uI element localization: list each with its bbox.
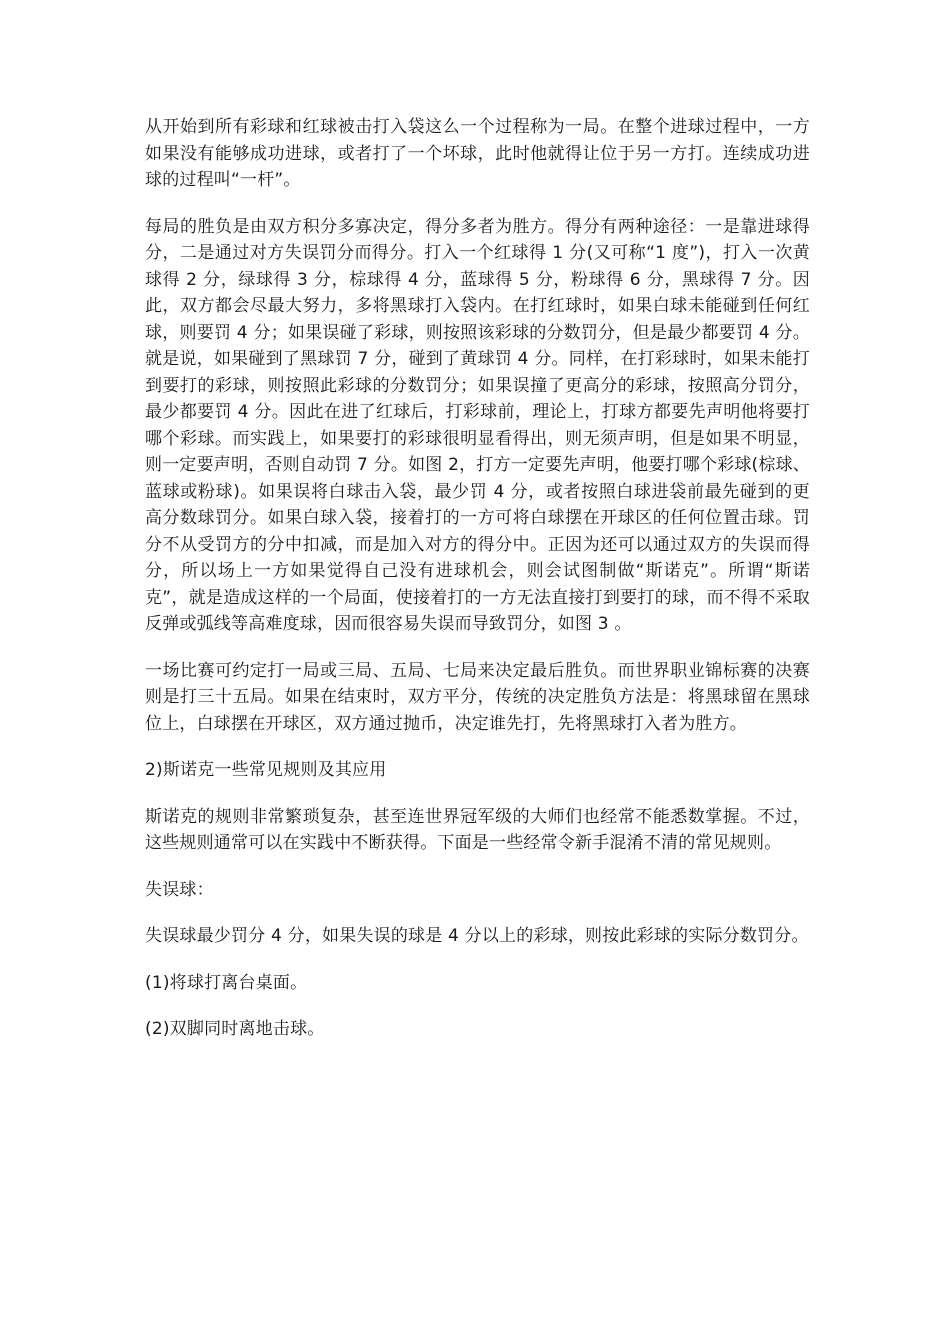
paragraph-rules-intro: 斯诺克的规则非常繁琐复杂，甚至连世界冠军级的大师们也经常不能悉数掌握。不过，这些规则通常可以在实践中不断获得。下面是一些经常令新手混淆不清的常见规则。 xyxy=(145,806,810,853)
section-heading-common-rules: 2)斯诺克一些常见规则及其应用 xyxy=(145,760,387,780)
paragraph-frame-definition: 从开始到所有彩球和红球被击打入袋这么一个过程称为一局。在整个进球过程中，一方如果没有能够成功进球，或者打了一个坏球，此时他就得让位于另一方打。连续成功进球的过程叫“一杆”。 xyxy=(145,117,810,190)
paragraph-foul-penalty: 失误球最少罚分 4 分，如果失误的球是 4 分以上的彩球，则按此彩球的实际分数罚分。 xyxy=(145,926,809,946)
list-item-foul-2: (2)双脚同时离地击球。 xyxy=(145,1019,325,1039)
paragraph-match-format: 一场比赛可约定打一局或三局、五局、七局来决定最后胜负。而世界职业锦标赛的决赛则是打三十五局。如果在结束时，双方平分，传统的决定胜负方法是：将黑球留在黑球位上，白球摆在开球区，双方通过抛币，决定谁先打，先将黑球打入者为胜方。 xyxy=(145,660,810,734)
list-item-foul-1: (1)将球打离台桌面。 xyxy=(145,972,308,993)
subheading-fouls: 失误球： xyxy=(145,879,214,900)
paragraph-scoring-rules: 每局的胜负是由双方积分多寡决定，得分多者为胜方。得分有两种途径：一是靠进球得分，二是通过对方失误罚分而得分。打入一个红球得 1 分(又可称“1 度”)，打入一次黄球得 2 分，绿球得 3 分，棕球得 4 分，蓝球得 5 分，粉球得 6 分，黑球得 7 分。因此，双方都会尽最大努力，多将黑球打入袋内。在打红球时，如果白球未能碰到任何红球，则要罚 4 分；如果误碰了彩球，则按照该彩球的分数罚分，但是最少都要罚 4 分。就是说，如果碰到了黑球罚 7 分，碰到了黄球罚 4 分。同样，在打彩球时，如果未能打到要打的彩球，则按照此彩球的分数罚分；如果误撞了更高分的彩球，按照高分罚分，最少都要罚 4 分。因此在进了红球后，打彩球前，理论上，打球方都要先声明他将要打哪个彩球。而实践上，如果要打的彩球很明显看得出，则无须声明，但是如果不明显，则一定要声明，否则自动罚 7 分。如图 2，打方一定要先声明，他要打哪个彩球(棕球、蓝球或粉球)。如果误将白球击入袋，最少罚 4 分，或者按照白球进袋前最先碰到的更高分数球罚分。如果白球入袋，接着打的一方可将白球摆在开球区的任何位置击球。罚分不从受罚方的分中扣减，而是加入对方的得分中。正因为还可以通过双方的失误而得分，所以场上一方如果觉得自己没有进球机会，则会试图制做“斯诺克”。所谓“斯诺克”，就是造成这样的一个局面，使接着打的一方无法直接打到要打的球，而不得不采取反弹或弧线等高难度球，因而很容易失误而导致罚分，如图 3 。 xyxy=(145,216,810,634)
document-page xyxy=(145,114,810,1043)
